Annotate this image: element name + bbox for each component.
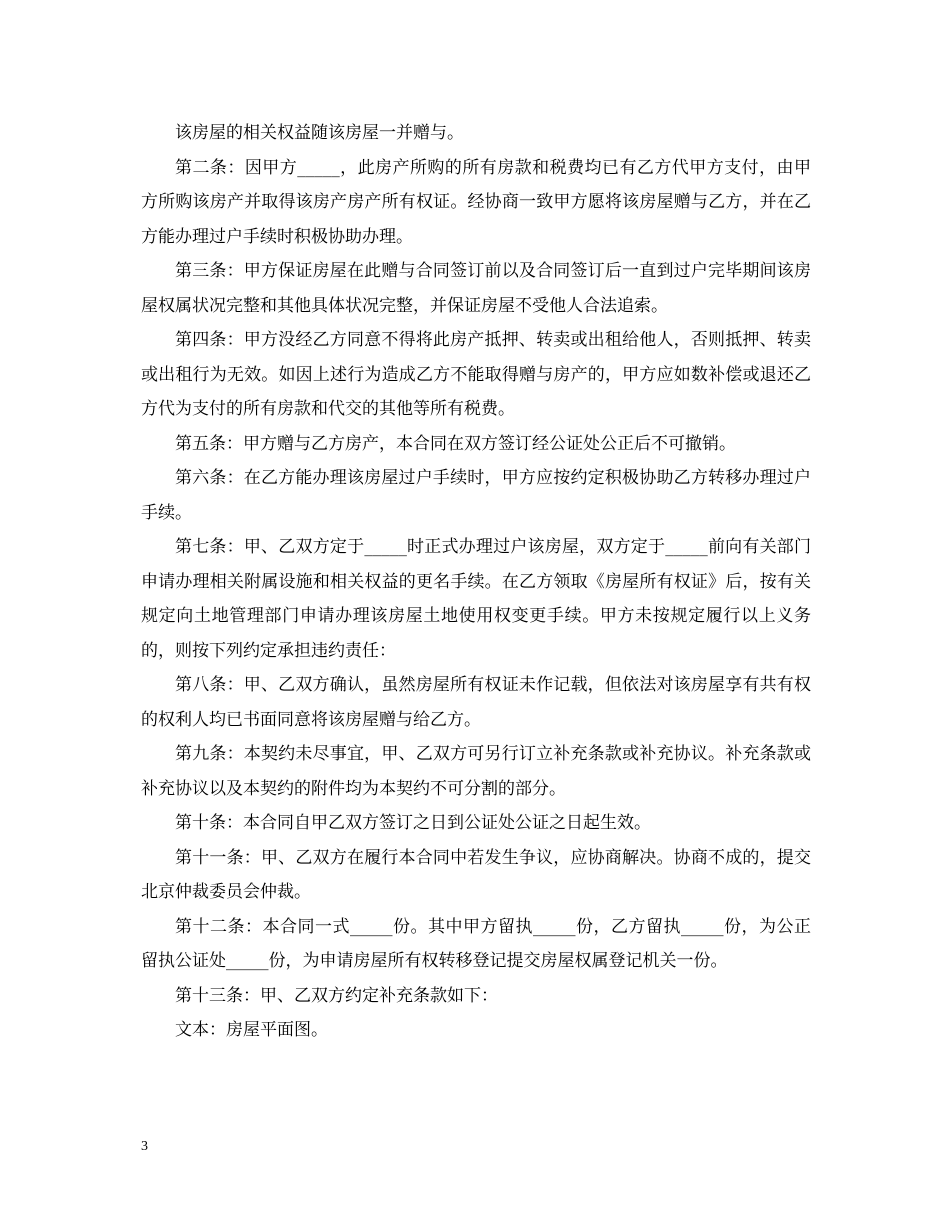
paragraph-article-9: 第九条：本契约未尽事宜，甲、乙双方可另行订立补充条款或补充协议。补充条款或补充协议以及本契约的附件均为本契约不可分割的部分。	[141, 744, 811, 799]
paragraph-article-2: 第二条：因甲方_____，此房产所购的所有房款和税费均已有乙方代甲方支付，由甲方所购该房产并取得该房产房产所有权证。经协商一致甲方愿将该房屋赠与乙方，并在乙方能办理过户手续时积极协助办理。	[141, 157, 811, 247]
paragraph-attachment: 文本：房屋平面图。	[175, 1020, 328, 1040]
paragraph-article-11: 第十一条：甲、乙双方在履行本合同中若发生争议，应协商解决。协商不成的，提交北京仲裁委员会仲裁。	[141, 847, 811, 902]
paragraph-article-5: 第五条：甲方赠与乙方房产，本合同在双方签订经公证处公正后不可撤销。	[175, 433, 736, 454]
contract-body	[141, 116, 811, 1048]
paragraph-article-6: 第六条：在乙方能办理该房屋过户手续时，甲方应按约定积极协助乙方转移办理过户手续。	[141, 468, 811, 523]
page-number: 3	[141, 1139, 148, 1154]
paragraph-article-12: 第十二条：本合同一式_____份。其中甲方留执_____份，乙方留执_____份，为公正留执公证处_____份，为申请房屋所有权转移登记提交房屋权属登记机关一份。	[141, 916, 811, 971]
paragraph-intro-continued: 该房屋的相关权益随该房屋一并赠与。	[175, 123, 464, 143]
paragraph-article-10: 第十条：本合同自甲乙双方签订之日到公证处公证之日起生效。	[175, 813, 651, 833]
paragraph-article-4: 第四条：甲方没经乙方同意不得将此房产抵押、转卖或出租给他人，否则抵押、转卖或出租行为无效。如因上述行为造成乙方不能取得赠与房产的，甲方应如数补偿或退还乙方代为支付的所有房款和代交的其他等所有税费。	[141, 330, 811, 419]
paragraph-article-8: 第八条：甲、乙双方确认，虽然房屋所有权证未作记载，但依法对该房屋享有共有权的权利人均已书面同意将该房屋赠与给乙方。	[141, 675, 811, 730]
paragraph-article-7: 第七条：甲、乙双方定于_____时正式办理过户该房屋，双方定于_____前向有关部门申请办理相关附属设施和相关权益的更名手续。在乙方领取《房屋所有权证》后，按有关规定向土地管理部门申请办理该房屋土地使用权变更手续。甲方未按规定履行以上义务的，则按下列约定承担违约责任：	[141, 537, 811, 661]
paragraph-article-13: 第十三条：甲、乙双方约定补充条款如下：	[175, 985, 498, 1006]
paragraph-article-3: 第三条：甲方保证房屋在此赠与合同签订前以及合同签订后一直到过户完毕期间该房屋权属状况完整和其他具体状况完整，并保证房屋不受他人合法追索。	[141, 261, 811, 316]
